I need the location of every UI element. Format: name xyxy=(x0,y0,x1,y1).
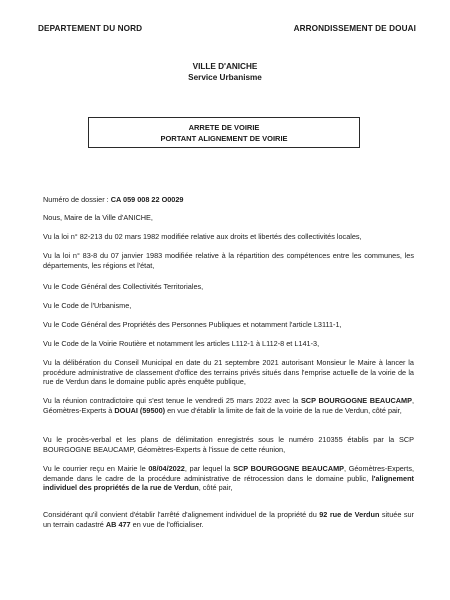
reunion-firm: SCP BOURGOGNE BEAUCAMP xyxy=(300,396,412,405)
arrete-title: ARRETE DE VOIRIE xyxy=(188,123,260,132)
paragraph-proces-verbal: Vu le procès-verbal et les plans de délimitation enregistrés sous le numéro 210355 établis par la SCP BOURGOGNE BEAUCAMP, Géomètres-Experts à l'issue de cette réunion, xyxy=(43,435,414,454)
dossier-number xyxy=(43,195,414,205)
paragraph-reunion xyxy=(43,396,414,415)
service-name: Service Urbanisme xyxy=(188,73,262,82)
arrete-subtitle: PORTANT ALIGNEMENT DE VOIRIE xyxy=(160,134,288,143)
paragraph-considerant xyxy=(43,510,414,529)
city-name: VILLE D'ANICHE xyxy=(192,62,258,71)
paragraph-voirie: Vu le Code de la Voirie Routière et notamment les articles L112-1 à L112-8 et L141-3, xyxy=(43,339,320,348)
paragraph-cg3p: Vu le Code Général des Propriétés des Personnes Publiques et notamment l'article L3111-1, xyxy=(43,320,342,329)
dossier-label: Numéro de dossier : xyxy=(43,195,111,204)
courrier-alignement: l'alignement individuel des propriétés de la rue de Verdun xyxy=(43,473,414,493)
courrier-text-4: , côté pair, xyxy=(198,483,233,493)
paragraph-deliberation: Vu la délibération du Conseil Municipal en date du 21 septembre 2021 autorisant Monsieur le Maire à lancer la procédure administrative de classement d'office des terrains privés situés dans l'emprise actuelle de la voirie de la rue de Verdun dans le domaine public après enquête publique, xyxy=(43,358,414,387)
paragraph-cgct: Vu le Code Général des Collectivités Territoriales, xyxy=(43,282,204,291)
paragraph-urbanisme: Vu le Code de l'Urbanisme, xyxy=(43,301,132,310)
considerant-text-1: Considérant qu'il convient d'établir l'arrêté d'alignement individuel de la propriété du xyxy=(43,510,320,519)
reunion-text-1: Vu la réunion contradictoire qui s'est tenue le vendredi 25 mars 2022 avec la xyxy=(43,396,301,405)
reunion-text-3: en vue d'établir la limite de fait de la voirie de la rue de Verdun, côté pair, xyxy=(165,405,402,415)
arrondissement-header: ARRONDISSEMENT DE DOUAI xyxy=(293,24,416,33)
courrier-firm: SCP BOURGOGNE BEAUCAMP xyxy=(233,464,345,473)
courrier-date: 08/04/2022 xyxy=(148,464,185,473)
dossier-value: CA 059 008 22 O0029 xyxy=(110,195,184,204)
considerant-address: 92 rue de Verdun xyxy=(319,510,380,519)
considerant-parcel: AB 477 xyxy=(105,519,131,529)
reunion-city: DOUAI (59500) xyxy=(114,405,166,415)
reunion-text-2: , Géomètres-Experts à xyxy=(43,396,414,415)
paragraph-nous: Nous, Maire de la Ville d'ANICHE, xyxy=(43,213,153,222)
department-header: DEPARTEMENT DU NORD xyxy=(38,24,143,33)
paragraph-loi-1982: Vu la loi n° 82-213 du 02 mars 1982 modifiée relative aux droits et libertés des collectivités locales, xyxy=(43,232,362,241)
courrier-text-1: Vu le courrier reçu en Mairie le xyxy=(43,464,149,473)
arrete-title-box xyxy=(88,117,360,148)
paragraph-loi-1983: Vu la loi n° 83-8 du 07 janvier 1983 modifiée relative à la répartition des compétences entre les communes, les départements, les régions et l'état, xyxy=(43,251,414,270)
courrier-text-3: , Géomètres-Experts, demande dans le cadre de la procédure administrative de rétrocession dans le domaine public, xyxy=(43,464,414,483)
considerant-text-2: située sur un terrain cadastré xyxy=(43,510,414,529)
paragraph-courrier xyxy=(43,464,414,493)
considerant-text-3: en vue de l'officialiser. xyxy=(130,519,204,529)
courrier-text-2: , par lequel la xyxy=(184,464,234,473)
